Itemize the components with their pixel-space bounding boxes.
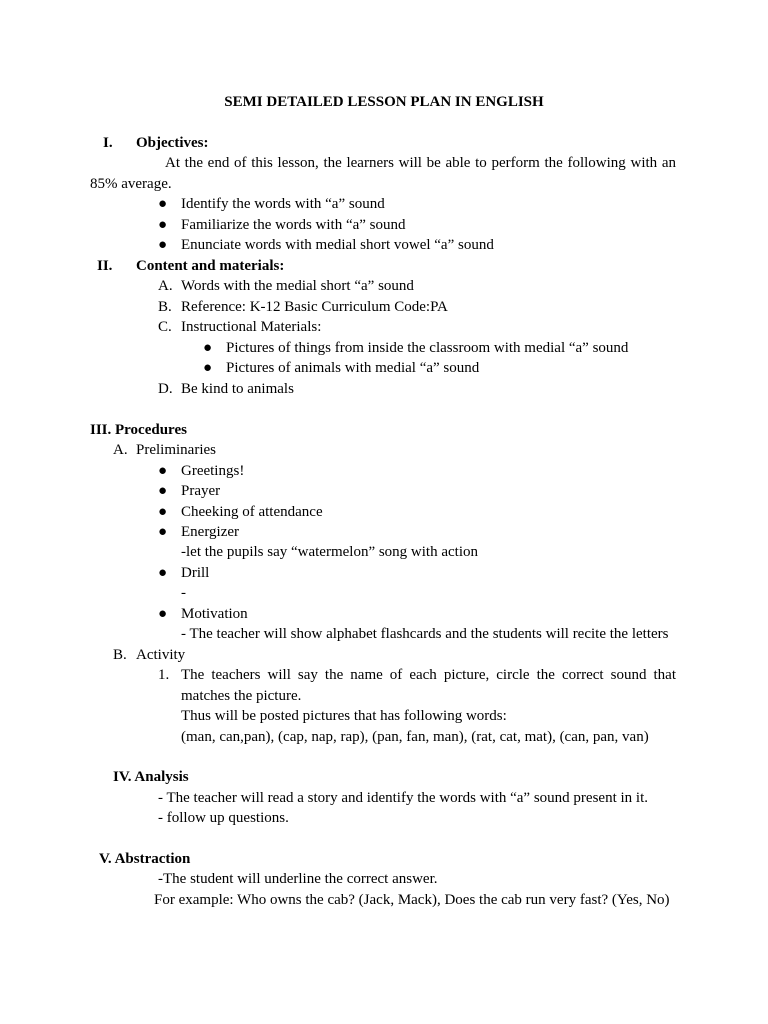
procedure-item: Motivation — [181, 606, 248, 622]
list-marker: A. — [113, 442, 128, 458]
material-item: Pictures of animals with medial “a” sound — [226, 360, 480, 376]
analysis-line-1: - The teacher will read a story and identify the words with “a” sound present in it. — [158, 790, 648, 806]
objectives-intro-line-2: 85% average. — [90, 176, 172, 192]
objective-item: Enunciate words with medial short vowel “a” sound — [181, 237, 494, 253]
list-marker: B. — [158, 299, 172, 315]
list-marker: 1. — [158, 667, 170, 683]
activity-words: (man, can,pan), (cap, nap, rap), (pan, fan, man), (rat, cat, mat), (can, pan, van) — [181, 729, 649, 745]
activity-line-2: matches the picture. — [181, 688, 302, 704]
bullet-icon: ● — [158, 217, 168, 233]
content-item: Reference: K-12 Basic Curriculum Code:PA — [181, 299, 448, 315]
objective-item: Identify the words with “a” sound — [181, 196, 385, 212]
section-5-heading: V. Abstraction — [99, 851, 191, 867]
abstraction-line-1: -The student will underline the correct answer. — [158, 871, 438, 887]
bullet-icon: ● — [158, 565, 168, 581]
section-2-number: II. — [97, 258, 113, 274]
drill-note: - — [181, 585, 186, 601]
motivation-note: - The teacher will show alphabet flashcards and the students will recite the letters — [181, 626, 669, 642]
bullet-icon: ● — [158, 606, 168, 622]
bullet-icon: ● — [203, 340, 213, 356]
section-2-heading: Content and materials: — [136, 258, 285, 274]
objective-item: Familiarize the words with “a” sound — [181, 217, 406, 233]
activity-label: Activity — [136, 647, 186, 663]
content-item: Words with the medial short “a” sound — [181, 278, 414, 294]
preliminaries-label: Preliminaries — [136, 442, 216, 458]
bullet-icon: ● — [203, 360, 213, 376]
section-1-heading: Objectives: — [136, 135, 209, 151]
procedure-item: Drill — [181, 565, 210, 581]
material-item: Pictures of things from inside the classroom with medial “a” sound — [226, 340, 629, 356]
list-marker: A. — [158, 278, 173, 294]
bullet-icon: ● — [158, 237, 168, 253]
section-4-heading: IV. Analysis — [113, 769, 189, 785]
procedure-item: Greetings! — [181, 463, 245, 479]
section-3-heading: III. Procedures — [90, 422, 187, 438]
list-marker: B. — [113, 647, 127, 663]
activity-line-3: Thus will be posted pictures that has following words: — [181, 708, 507, 724]
activity-line-1: The teachers will say the name of each picture, circle the correct sound that — [181, 667, 676, 683]
objectives-intro-line-1: At the end of this lesson, the learners will be able to perform the following with an — [165, 155, 676, 171]
bullet-icon: ● — [158, 463, 168, 479]
bullet-icon: ● — [158, 196, 168, 212]
bullet-icon: ● — [158, 483, 168, 499]
list-marker: C. — [158, 319, 172, 335]
abstraction-line-2: For example: Who owns the cab? (Jack, Mack), Does the cab run very fast? (Yes, No) — [154, 892, 670, 908]
procedure-item: Energizer — [181, 524, 240, 540]
procedure-item: Cheeking of attendance — [181, 504, 323, 520]
procedure-item: Prayer — [181, 483, 221, 499]
list-marker: D. — [158, 381, 173, 397]
analysis-line-2: - follow up questions. — [158, 810, 289, 826]
content-item: Instructional Materials: — [181, 319, 322, 335]
bullet-icon: ● — [158, 524, 168, 540]
section-1-number: I. — [103, 135, 113, 151]
page-title: SEMI DETAILED LESSON PLAN IN ENGLISH — [224, 94, 544, 110]
content-item: Be kind to animals — [181, 381, 294, 397]
bullet-icon: ● — [158, 504, 168, 520]
energizer-note: -let the pupils say “watermelon” song with action — [181, 544, 479, 560]
